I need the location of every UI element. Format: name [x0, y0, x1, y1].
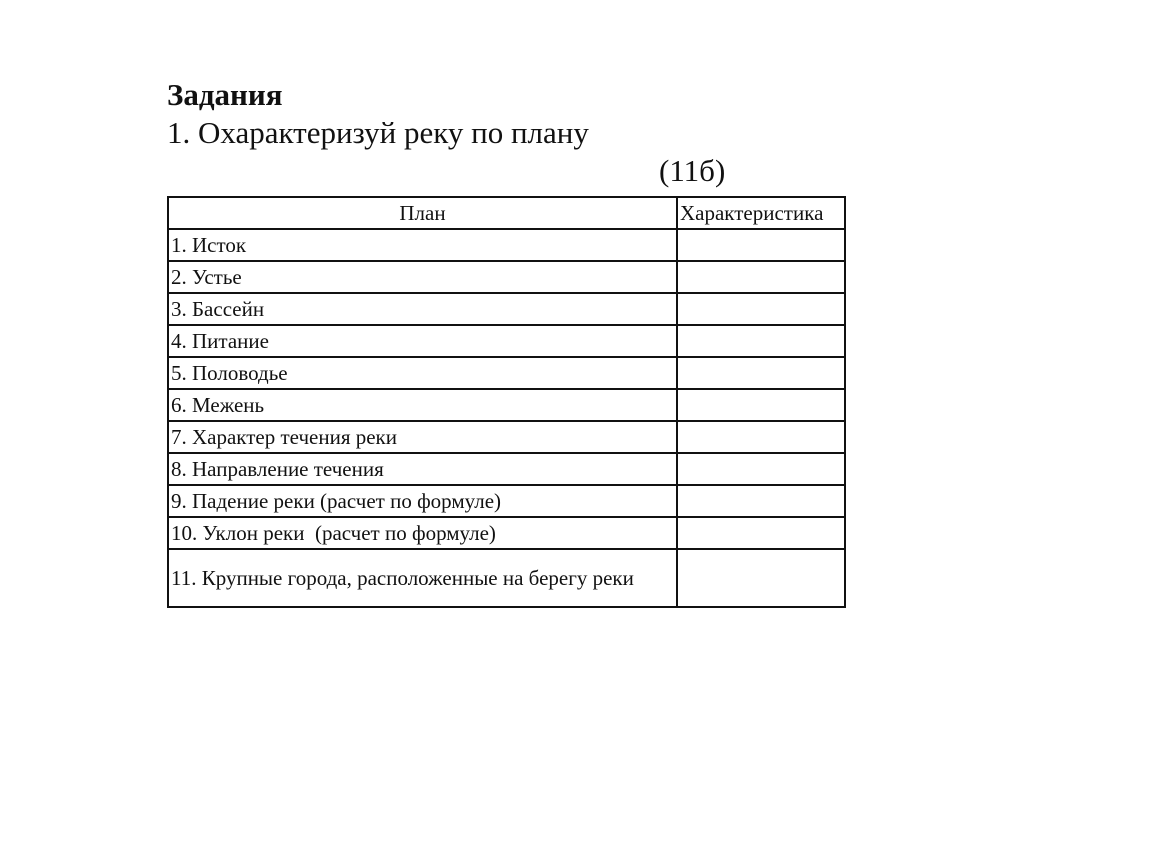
characteristic-cell[interactable]: [677, 517, 845, 549]
points-label: (11б): [659, 153, 726, 188]
column-header-characteristic: Характеристика: [677, 197, 845, 229]
plan-cell: 8. Направление течения: [168, 453, 677, 485]
table-row: [168, 229, 845, 261]
characteristic-cell[interactable]: [677, 325, 845, 357]
task-text: 1. Охарактеризуй реку по плану: [167, 115, 589, 150]
plan-cell: 1. Исток: [168, 229, 677, 261]
document-page: [167, 76, 847, 608]
plan-cell: 2. Устье: [168, 261, 677, 293]
characteristic-cell[interactable]: [677, 389, 845, 421]
characteristic-cell[interactable]: [677, 261, 845, 293]
table-row: [168, 453, 845, 485]
characteristic-cell[interactable]: [677, 549, 845, 607]
table-row: [168, 549, 845, 607]
plan-cell: 6. Межень: [168, 389, 677, 421]
table-header-row: [168, 197, 845, 229]
table-row: [168, 421, 845, 453]
plan-cell: 7. Характер течения реки: [168, 421, 677, 453]
characteristic-cell[interactable]: [677, 485, 845, 517]
table-row: [168, 325, 845, 357]
characteristic-cell[interactable]: [677, 421, 845, 453]
plan-cell: 4. Питание: [168, 325, 677, 357]
plan-cell: 10. Уклон реки (расчет по формуле): [168, 517, 677, 549]
table-row: [168, 389, 845, 421]
characteristic-cell[interactable]: [677, 293, 845, 325]
plan-cell: 3. Бассейн: [168, 293, 677, 325]
table-row: [168, 293, 845, 325]
table-row: [168, 517, 845, 549]
plan-cell: 9. Падение реки (расчет по формуле): [168, 485, 677, 517]
column-header-plan: План: [168, 197, 677, 229]
section-heading: Задания: [167, 77, 283, 112]
plan-cell: 5. Половодье: [168, 357, 677, 389]
plan-table: [167, 196, 846, 608]
table-row: [168, 485, 845, 517]
characteristic-cell[interactable]: [677, 453, 845, 485]
table-row: [168, 261, 845, 293]
plan-cell: 11. Крупные города, расположенные на берегу реки: [168, 549, 677, 607]
characteristic-cell[interactable]: [677, 357, 845, 389]
table-row: [168, 357, 845, 389]
characteristic-cell[interactable]: [677, 229, 845, 261]
